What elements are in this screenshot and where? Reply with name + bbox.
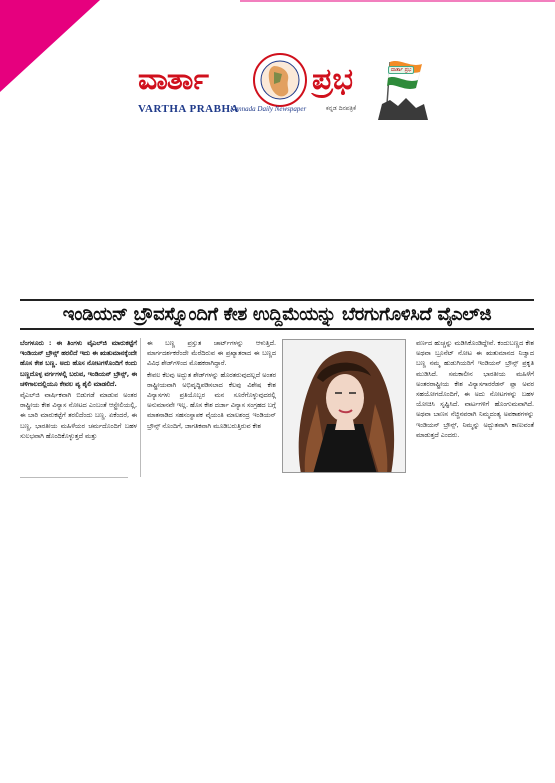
masthead-title-right: ಪ್ರಭ: [312, 62, 354, 97]
article-photo: [282, 339, 406, 473]
top-rule: [240, 0, 555, 2]
article-paragraph: ವರ್ಣದ ಹುಚ್ಚನ್ನು ಮಡಿಸಿಕೊಂಡಿದ್ದೇವೆ. ಕಂದುಬಣ್ಣದ ಕೇಶ ಅಥವಾ ಬ್ರೂನೆಟ್ ನೋಟ ಈ ಋತುಮಾನದ ನಿಜ್ವಾದ ಬಣ್ಣ ನಮ್ಮ ಹುಡುಗಿಯರಿಗೆ ಇಂಡಿಯನ್ ಬ್ರೌನ್ಸ್ ಪ್ರಕೃತಿ ಮುಡಿಸಿದೆ. ಸಮಕಾಲೀನ ಭಾರತೀಯ ಮಹಿಳೆಗೆ ಅಂತರರಾಷ್ಟ್ರೀಯ ಕೇಶ ವಿನ್ಯಾಸಗಾರರೆಡನ್ ಫ್ಲಾ ಅವರ ಸಹಯೋಗದೊಂದಿಗೆ, ಈ ಅದು ನೋಟಗಳನ್ನು ಬಹಳ ಯೋಚಿಸಿ ಸೃಷ್ಟಿಸಿದೆ. ವಾರ್ಟಗಳಿಗೆ ಹೊಂಗುಮವಾಗಿದೆ. ಅಥವಾ ಬಾಣಸ ನೆಚ್ಚಿನವರಾಗಿ ನಿಮ್ಮದಂತ್ಯ ಅವಕಾಶಗಳನ್ನು ಇಂಡಿಯನ್ ಬ್ರೌನ್ಸ್, ನಿಮ್ಮನ್ನು ಅದ್ಭುತವಾಗಿ ಕಾಣುವಂತೆ ಮಾಡುತ್ತದೆ ಎಂದರು.: [416, 339, 534, 439]
article-column-1: [20, 338, 141, 477]
article-column-2: [147, 338, 276, 432]
article-paragraph: ಬೆಂಗಳೂರು : ಈ ತಿಂಗಳು ವೈಎಲ್‌ಜಿ ಮಾರುಕಟ್ಟೆಗೆ ಇಂಡಿಯನ್ ಬ್ರೌನ್ಸ್ ಹರಲಿದೆ ಇದು ಈ ಋತುಮಾನಕ್ಕೆಂದೇ ಹೊಸ ಕೇಶ ಬಣ್ಣ. ಅದು ಹೊಸ ನೋಟಗಳೊಂದಿಗೆ ಕಂದು ಬಣ್ಣದೊಳ್ಳ ವರ್ಗಗಳಲ್ಲಿ ಬರುವ, ಇಂಡಿಯನ್ ಬ್ರೌನ್ಸ್, ಈ ಚಳಿಗಾಲದಲ್ಲಿಯೂ ಕೇವಲ ಪ್ಯ ಶೈಲಿ ಮಾಡಲಿದೆ.: [20, 339, 137, 388]
article-paragraph: ಕೇವಲ ಕೆಲವು ಅದ್ಭುತ ಶೇಡ್‌ಗಳನ್ನು ಹೊರತರುವುದಲ್ಲದೆ ಅಂತರ ರಾಷ್ಟ್ರೀಯವಾಗಿ ಅಭಿವೃದ್ಧಿಪಡಿಸಲಾದ ಕೆಲವು ವಿಶೇಷ ಕೇಶ ವಿನ್ಯಾಸಗಳು ಪ್ರತಿಯೊಬ್ಬರ ಮನ ಸೂರೆಗೊಳ್ಳುವುದರಲ್ಲಿ ಅನುಮಾನವೇ ಇಲ್ಲ. ಹೊಸ ಕೇಶ ದರ್ಜಾ ವಿನ್ಯಾಸ ಸಂಗ್ರಹದ ಬಗ್ಗೆ ಮಾತನಾಡಿದ ಸಹಸಂಸ್ಥಾಪಕ ವೈಯಂತಿ ಮಾಲಶಂದ್ರ ಇಂಡಿಯನ್ ಬ್ರೌನ್ಸ್ ನೊಂದಿಗೆ, ಜಾಗತಿಕವಾಗಿ ಮೂಡಿಬರುತ್ತಿರುವ ಕೇಶ: [147, 370, 276, 430]
corner-accent: [0, 0, 100, 92]
masthead-title-left: ವಾರ್ತಾ: [138, 62, 208, 97]
bottom-rule: [20, 477, 128, 478]
article-paragraph: ಈ ಬಣ್ಣ ಪ್ರಸ್ತುತ ಚಾರ್ಟ್‌ಗಳನ್ನು ಆಳುತ್ತಿದೆ. ಮಾರ್ಗದರ್ಶಕರೆಂದೇ ಮೆರೆದಿರುವ ಈ ಪ್ರಖ್ಯಾತರಾದ ಈ ಬಣ್ಣದ ವಿವಿಧ ಶೇಡ್‌ಗಳಿಂದ ಮೊಹಕರಾಗಿದ್ದಾರೆ.: [147, 339, 276, 368]
article-column-3: [416, 338, 534, 441]
portrait-image: [283, 340, 406, 473]
article-paragraph: ವೈಎಲ್‌ಜಿ ವಾರ್ಷಿಕವಾಗಿ ಬಿಡುಗಡೆ ಮಾಡುವ ಅಂತರ ರಾಷ್ಟ್ರೀಯ ಕೇಶ ವಿನ್ಯಾಸ ನೋಟದ ಎಂಬಂತೆ ಆಸ್ಟ್ರೇಲಿಯಲ್ಲಿ, ಈ ಬಾರಿ ಮಾರುಕಟ್ಟೆಗೆ ತರಲಿದೆಂದು ಬಣ್ಣ. ಏಕೆಂದರೆ, ಈ ಬಣ್ಣ, ಭಾರತೀಯ ಮಹಿಳೆಯರ ಚರ್ಮದೊಂದಿಗೆ ಬಹಳ ಸುಲಭವಾಗಿ ಹೊಂದಿಕೊಳ್ಳುತ್ತದೆ ಮತ್ತು: [20, 391, 137, 440]
article: [20, 299, 534, 477]
masthead-english-title: VARTHA PRABHA: [138, 103, 239, 115]
masthead-small-kannada: ಕನ್ನಡ ದಿನಪತ್ರಿಕೆ: [326, 105, 357, 112]
masthead-tagline: Kannada Daily Newspaper: [230, 105, 307, 113]
masthead-badge: ವಾರ್ತಾ ಪ್ರಭ: [388, 66, 414, 74]
masthead: [136, 52, 436, 124]
article-headline: ಇಂಡಿಯನ್ ಬ್ರೌವಸ್ನೊಂದಿಗೆ ಕೇಶ ಉದ್ದಿಮೆಯನ್ನು ಬೆರಗುಗೊಳಿಸಿದೆ ವೈಎಲ್‌ಜಿ: [62, 304, 492, 325]
newspaper-emblem-icon: [252, 52, 308, 108]
headline-box: [20, 299, 534, 330]
